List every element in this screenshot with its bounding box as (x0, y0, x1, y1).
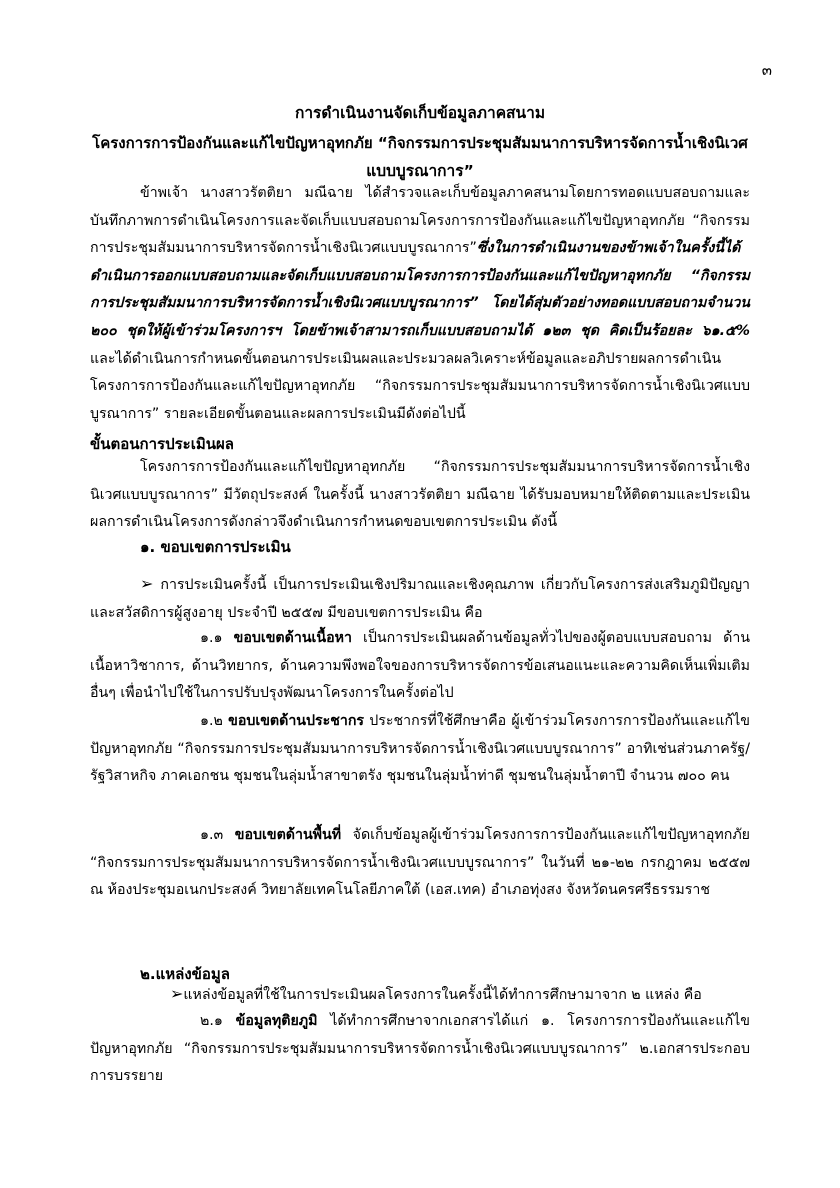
arrow-bullet-icon-2: ➢ (170, 984, 184, 1003)
source-2-1-label: ข้อมูลทุติยภูมิ (235, 1013, 318, 1029)
source-2-1-num: ๒.๑ (200, 1013, 236, 1029)
eval-heading: ขั้นตอนการประเมินผล (90, 435, 234, 453)
source-heading: ๒.แหล่งข้อมูล (140, 965, 230, 983)
scope-1-1-num: ๑.๑ (200, 630, 234, 646)
scope-bullet-paragraph (90, 570, 750, 627)
eval-paragraph (90, 454, 750, 537)
scope-1-3-label: ขอบเขตด้านพื้นที่ (234, 827, 342, 843)
source-bullet-text: แหล่งข้อมูลที่ใช้ในการประเมินผลโครงการในครั้งนี้ได้ทำการศึกษามาจาก ๒ แหล่ง คือ (183, 987, 702, 1003)
title-line-1: การดำเนินงานจัดเก็บข้อมูลภาคสนาม (294, 104, 546, 122)
source-2-1 (90, 1008, 750, 1091)
scope-1-2-num: ๑.๒ (200, 713, 229, 729)
scope-1-2-label: ขอบเขตด้านประชากร (228, 713, 365, 729)
scope-1-3-text: จัดเก็บข้อมูลผู้เข้าร่วมโครงการการป้องกันและแก้ไขปัญหาอุทกภัย “กิจกรรมการประชุมสัมมนาการบริหารจัดการน้ำเชิงนิเวศแบบบูรณาการ” ในวันที่ ๒๑-๒๒ กรกฎาคม ๒๕๕๗ ณ ห้องประชุมอเนกประสงค์ วิทยาลัยเทคโนโลยีภาคใต้ (เอส.เทค) อำเภอทุ่งสง จังหวัดนครศรีธรรมราช (90, 827, 750, 899)
title-line-3: แบบบูรณาการ” (366, 162, 474, 180)
source-bullet-paragraph (90, 980, 750, 1010)
arrow-bullet-icon: ➢ (140, 574, 154, 593)
scope-1-3-num: ๑.๓ (200, 827, 235, 843)
scope-1-2 (90, 708, 750, 791)
scope-1-1-text: เป็นการประเมินผลด้านข้อมูลทั่วไปของผู้ตอบแบบสอบถาม ด้านเนื้อหาวิชาการ, ด้านวิทยากร, ด้านความพึงพอใจของการบริหารจัดการข้อเสนอแนะและความคิดเห็นเพิ่มเติมอื่นๆ เพื่อนำไปใช้ในการปรับปรุงพัฒนาโครงการในครั้งต่อไป (90, 630, 750, 702)
title-line-2: โครงการการป้องกันและแก้ไขปัญหาอุทกภัย “กิจกรรมการประชุมสัมมนาการบริหารจัดการน้ำเชิงนิเวศ (92, 134, 748, 152)
intro-paragraph (90, 180, 750, 428)
scope-1-1 (90, 625, 750, 708)
scope-1-3 (90, 822, 750, 905)
intro-bold-italic: ซึ่งในการดำเนินงานของข้าพเจ้าในครั้งนี้ได้ดำเนินการออกแบบสอบถามและจัดเก็บแบบสอบถามโครงการการป้องกันและแก้ไขปัญหาอุทกภัย “กิจกรรมการประชุมสัมมนาการบริหารจัดการน้ำเชิงนิเวศแบบบูรณาการ” โดยได้สุ่มตัวอย่างทอดแบบสอบถามจำนวน ๒๐๐ ชุดให้ผู้เข้าร่วมโครงการฯ โดยข้าพเจ้าสามารถเก็บแบบสอบถามได้ ๑๒๓ ชุด คิดเป็นร้อยละ ๖๑.๕% (90, 240, 750, 339)
intro-text-2: และได้ดำเนินการกำหนดขั้นตอนการประเมินผลและประมวลผลวิเคราะห์ข้อมูลและอภิปรายผลการดำเนินโครงการการป้องกันและแก้ไขปัญหาอุทกภัย “กิจกรรมการประชุมสัมมนาการบริหารจัดการน้ำเชิงนิเวศแบบบูรณาการ” รายละเอียดขั้นตอนและผลการประเมินมีดังต่อไปนี้ (90, 350, 750, 422)
intro-text-1: ข้าพเจ้า นางสาวรัตติยา มณีฉาย ได้สำรวจและเก็บข้อมูลภาคสนามโดยการทอดแบบสอบถามและบันทึกภาพการดำเนินโครงการและจัดเก็บแบบสอบถามโครงการการป้องกันและแก้ไขปัญหาอุทกภัย “กิจกรรมการประชุมสัมมนาการบริหารจัดการน้ำเชิงนิเวศแบบบูรณาการ” (90, 185, 750, 257)
scope-1-1-label: ขอบเขตด้านเนื้อหา (233, 630, 352, 646)
eval-text: โครงการการป้องกันและแก้ไขปัญหาอุทกภัย “กิจกรรมการประชุมสัมมนาการบริหารจัดการน้ำเชิงนิเวศแบบบูรณาการ” มีวัตถุประสงค์ ในครั้งนี้ นางสาวรัตติยา มณีฉาย ได้รับมอบหมายให้ติดตามและประเมินผลการดำเนินโครงการดังกล่าวจึงดำเนินการกำหนดขอบเขตการประเมิน ดังนี้ (90, 459, 750, 531)
scope-1-2-text: ประชากรที่ใช้ศึกษาคือ ผู้เข้าร่วมโครงการการป้องกันและแก้ไขปัญหาอุทกภัย “กิจกรรมการประชุมสัมมนาการบริหารจัดการน้ำเชิงนิเวศแบบบูรณาการ” อาทิเช่นส่วนภาครัฐ/รัฐวิสาหกิจ ภาคเอกชน ชุมชนในลุ่มน้ำสาขาตรัง ชุมชนในลุ่มน้ำท่าดี ชุมชนในลุ่มน้ำตาปี จำนวน ๗๐๐ คน (90, 713, 750, 785)
source-2-1-text: ได้ทำการศึกษาจากเอกสารได้แก่ ๑. โครงการการป้องกันและแก้ไขปัญหาอุทกภัย “กิจกรรมการประชุมสัมมนาการบริหารจัดการน้ำเชิงนิเวศแบบบูรณาการ” ๒.เอกสารประกอบการบรรยาย (90, 1013, 750, 1085)
page-number: ๓ (761, 61, 772, 79)
scope-bullet-text: การประเมินครั้งนี้ เป็นการประเมินเชิงปริมาณและเชิงคุณภาพ เกี่ยวกับโครงการส่งเสริมภูมิปัญญาและสวัสดิการผู้สูงอายุ ประจำปี ๒๕๕๗ มีขอบเขตการประเมิน คือ (90, 577, 750, 621)
scope-heading: ๑. ขอบเขตการประเมิน (140, 538, 291, 556)
